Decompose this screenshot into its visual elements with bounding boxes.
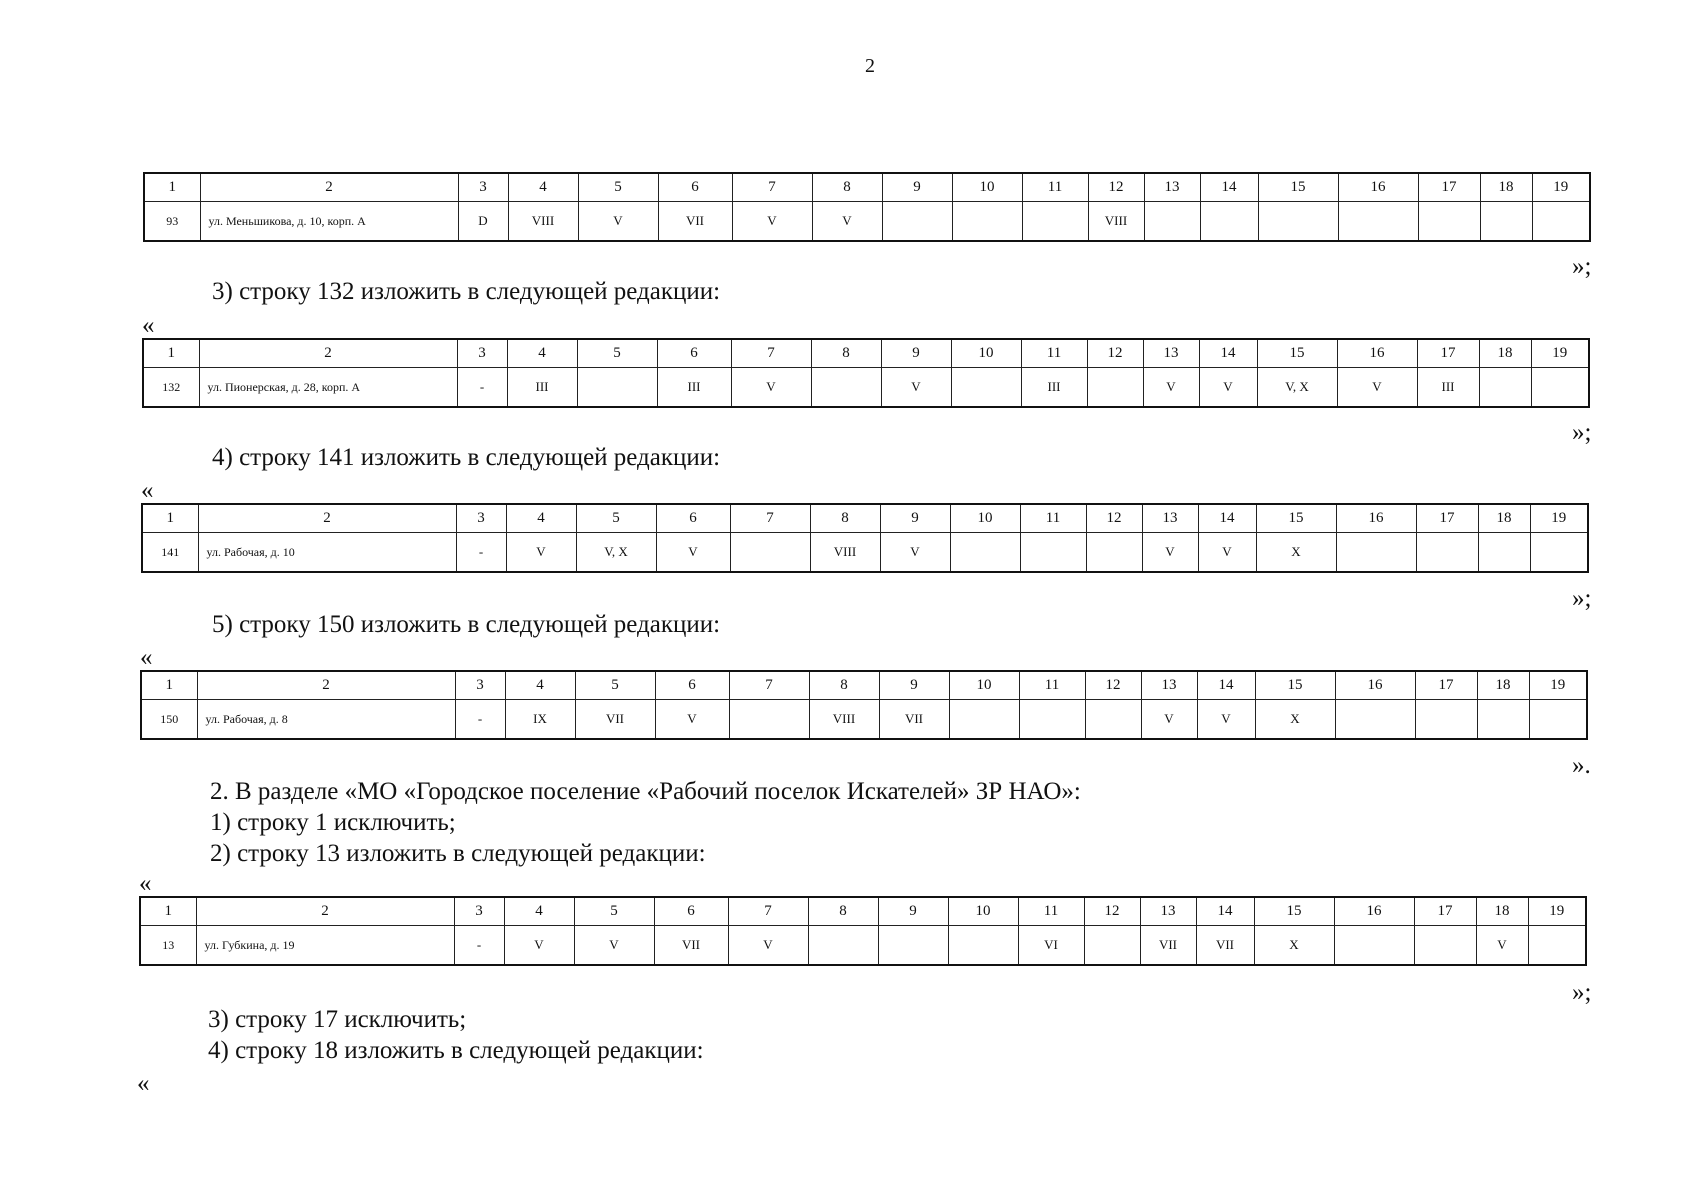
column-number: 17 xyxy=(1417,339,1479,368)
amendment-item: 5) строку 150 изложить в следующей редакции: xyxy=(212,611,721,638)
column-number: 6 xyxy=(657,339,731,368)
column-number: 18 xyxy=(1476,897,1528,926)
table-cell: ул. Пионерская, д. 28, корп. А xyxy=(199,368,457,408)
opening-quote: « xyxy=(142,312,155,339)
table-cell: III xyxy=(1021,368,1087,408)
table-cell: V xyxy=(655,700,729,740)
column-number: 13 xyxy=(1140,897,1196,926)
column-number: 4 xyxy=(505,671,575,700)
column-number: 9 xyxy=(881,339,951,368)
table-cell xyxy=(1531,368,1589,408)
column-number: 6 xyxy=(656,504,730,533)
column-number: 7 xyxy=(731,339,811,368)
table-cell xyxy=(952,202,1022,242)
table-cell: X xyxy=(1255,700,1335,740)
column-number: 15 xyxy=(1254,897,1334,926)
table-cell: III xyxy=(657,368,731,408)
table-cell: 132 xyxy=(143,368,199,408)
column-number: 2 xyxy=(197,671,455,700)
table-cell: III xyxy=(507,368,577,408)
amendment-item: 4) строку 141 изложить в следующей редакции: xyxy=(212,444,721,471)
amendment-item: 2) строку 13 изложить в следующей редакции: xyxy=(210,840,706,867)
column-number: 8 xyxy=(812,173,882,202)
table-cell: VIII xyxy=(508,202,578,242)
table-cell: V xyxy=(578,202,658,242)
column-number: 2 xyxy=(198,504,456,533)
table-cell xyxy=(1335,700,1415,740)
column-number: 15 xyxy=(1256,504,1336,533)
table-cell xyxy=(577,368,657,408)
column-number: 19 xyxy=(1532,173,1590,202)
table-cell: V xyxy=(1141,700,1197,740)
table-cell: V, X xyxy=(1257,368,1337,408)
column-number: 3 xyxy=(456,504,506,533)
table-cell: VII xyxy=(658,202,732,242)
column-number: 18 xyxy=(1479,339,1531,368)
table-cell: III xyxy=(1417,368,1479,408)
column-number: 17 xyxy=(1414,897,1476,926)
column-number: 14 xyxy=(1199,339,1257,368)
table-cell: V xyxy=(1199,368,1257,408)
table-cell xyxy=(1480,202,1532,242)
table-cell xyxy=(1022,202,1088,242)
table-cell xyxy=(1200,202,1258,242)
column-number: 10 xyxy=(952,173,1022,202)
column-number: 15 xyxy=(1258,173,1338,202)
header-row xyxy=(141,671,1587,700)
closing-quote: »; xyxy=(1572,979,1592,1006)
column-number: 14 xyxy=(1200,173,1258,202)
table-cell xyxy=(950,533,1020,573)
table-cell: V, X xyxy=(576,533,656,573)
table-cell xyxy=(1020,533,1086,573)
column-number: 6 xyxy=(655,671,729,700)
table-cell: ул. Рабочая, д. 10 xyxy=(198,533,456,573)
column-number: 13 xyxy=(1142,504,1198,533)
amendment-item: 4) строку 18 изложить в следующей редакции: xyxy=(208,1037,704,1064)
column-number: 10 xyxy=(948,897,1018,926)
column-number: 7 xyxy=(732,173,812,202)
table-cell xyxy=(1086,533,1142,573)
header-row xyxy=(143,339,1589,368)
header-row xyxy=(142,504,1588,533)
table-cell: V xyxy=(728,926,808,966)
column-number: 9 xyxy=(879,671,949,700)
table-cell: V xyxy=(812,202,882,242)
table-cell xyxy=(1338,202,1418,242)
column-number: 11 xyxy=(1022,173,1088,202)
table-cell: 13 xyxy=(140,926,196,966)
page-number: 2 xyxy=(865,55,875,77)
table-cell xyxy=(1087,368,1143,408)
column-number: 4 xyxy=(508,173,578,202)
header-row xyxy=(144,173,1590,202)
column-number: 18 xyxy=(1477,671,1529,700)
column-number: 17 xyxy=(1416,504,1478,533)
table-row xyxy=(142,533,1588,573)
table-cell: - xyxy=(454,926,504,966)
column-number: 7 xyxy=(729,671,809,700)
column-number: 3 xyxy=(458,173,508,202)
table-cell xyxy=(951,368,1021,408)
column-number: 3 xyxy=(457,339,507,368)
opening-quote: « xyxy=(140,644,153,671)
table-cell: V xyxy=(1142,533,1198,573)
table-cell: - xyxy=(457,368,507,408)
column-number: 16 xyxy=(1334,897,1414,926)
table-row xyxy=(143,368,1589,408)
amendment-table-row-132 xyxy=(142,338,1590,408)
column-number: 4 xyxy=(504,897,574,926)
table-cell xyxy=(1336,533,1416,573)
table-cell xyxy=(1477,700,1529,740)
table-cell: V xyxy=(1337,368,1417,408)
column-number: 14 xyxy=(1198,504,1256,533)
column-number: 14 xyxy=(1196,897,1254,926)
table-cell xyxy=(1478,533,1530,573)
column-number: 7 xyxy=(728,897,808,926)
column-number: 14 xyxy=(1197,671,1255,700)
amendment-item: 3) строку 132 изложить в следующей редакции: xyxy=(212,278,721,305)
column-number: 12 xyxy=(1084,897,1140,926)
opening-quote: « xyxy=(137,1070,150,1097)
column-number: 16 xyxy=(1337,339,1417,368)
column-number: 12 xyxy=(1085,671,1141,700)
column-number: 11 xyxy=(1018,897,1084,926)
table-cell: V xyxy=(506,533,576,573)
opening-quote: « xyxy=(141,477,154,504)
column-number: 8 xyxy=(809,671,879,700)
table-cell: ул. Меньшикова, д. 10, корп. А xyxy=(200,202,458,242)
column-number: 1 xyxy=(144,173,200,202)
column-number: 3 xyxy=(455,671,505,700)
column-number: 9 xyxy=(878,897,948,926)
closing-quote: »; xyxy=(1572,419,1592,446)
table-cell xyxy=(1529,700,1587,740)
table-cell xyxy=(1415,700,1477,740)
column-number: 11 xyxy=(1021,339,1087,368)
table-cell: - xyxy=(456,533,506,573)
column-number: 3 xyxy=(454,897,504,926)
table-cell xyxy=(729,700,809,740)
table-cell: VIII xyxy=(1088,202,1144,242)
column-number: 13 xyxy=(1144,173,1200,202)
column-number: 12 xyxy=(1088,173,1144,202)
closing-quote: ». xyxy=(1572,752,1591,779)
column-number: 12 xyxy=(1086,504,1142,533)
table-cell: V xyxy=(731,368,811,408)
column-number: 5 xyxy=(577,339,657,368)
table-cell: IX xyxy=(505,700,575,740)
table-cell: VII xyxy=(879,700,949,740)
column-number: 12 xyxy=(1087,339,1143,368)
column-number: 19 xyxy=(1530,504,1588,533)
table-cell xyxy=(1019,700,1085,740)
table-cell: V xyxy=(732,202,812,242)
column-number: 8 xyxy=(811,339,881,368)
amendment-table-row-93 xyxy=(143,172,1591,242)
column-number: 4 xyxy=(506,504,576,533)
table-cell xyxy=(1084,926,1140,966)
table-cell: V xyxy=(881,368,951,408)
column-number: 1 xyxy=(143,339,199,368)
table-cell xyxy=(1479,368,1531,408)
table-row xyxy=(144,202,1590,242)
table-cell: ул. Губкина, д. 19 xyxy=(196,926,454,966)
table-cell: V xyxy=(1198,533,1256,573)
column-number: 9 xyxy=(882,173,952,202)
column-number: 1 xyxy=(140,897,196,926)
closing-quote: »; xyxy=(1572,253,1592,280)
table-cell xyxy=(1085,700,1141,740)
table-cell: VII xyxy=(654,926,728,966)
column-number: 10 xyxy=(949,671,1019,700)
table-cell: V xyxy=(880,533,950,573)
table-cell: 141 xyxy=(142,533,198,573)
table-cell xyxy=(1532,202,1590,242)
column-number: 18 xyxy=(1480,173,1532,202)
column-number: 18 xyxy=(1478,504,1530,533)
amendment-item: 1) строку 1 исключить; xyxy=(210,809,456,836)
column-number: 17 xyxy=(1415,671,1477,700)
table-cell xyxy=(1258,202,1338,242)
table-cell xyxy=(730,533,810,573)
column-number: 5 xyxy=(576,504,656,533)
table-row xyxy=(140,926,1586,966)
table-cell: VI xyxy=(1018,926,1084,966)
column-number: 19 xyxy=(1531,339,1589,368)
section-heading: 2. В разделе «МО «Городское поселение «Рабочий поселок Искателей» ЗР НАО»: xyxy=(210,778,1081,805)
column-number: 13 xyxy=(1143,339,1199,368)
table-cell: VIII xyxy=(809,700,879,740)
table-cell: V xyxy=(656,533,730,573)
table-cell xyxy=(1416,533,1478,573)
column-number: 2 xyxy=(200,173,458,202)
table-cell: D xyxy=(458,202,508,242)
column-number: 2 xyxy=(196,897,454,926)
column-number: 11 xyxy=(1019,671,1085,700)
amendment-table-row-141 xyxy=(141,503,1589,573)
column-number: 8 xyxy=(808,897,878,926)
column-number: 10 xyxy=(950,504,1020,533)
table-cell: X xyxy=(1256,533,1336,573)
table-cell: VII xyxy=(1196,926,1254,966)
table-cell xyxy=(1414,926,1476,966)
table-cell: VII xyxy=(575,700,655,740)
table-cell: ул. Рабочая, д. 8 xyxy=(197,700,455,740)
table-cell xyxy=(1144,202,1200,242)
column-number: 4 xyxy=(507,339,577,368)
table-cell: - xyxy=(455,700,505,740)
table-cell: VII xyxy=(1140,926,1196,966)
amendment-table-row-150 xyxy=(140,670,1588,740)
amendment-item: 3) строку 17 исключить; xyxy=(208,1006,467,1033)
table-cell xyxy=(878,926,948,966)
column-number: 6 xyxy=(654,897,728,926)
table-cell: X xyxy=(1254,926,1334,966)
table-cell: 93 xyxy=(144,202,200,242)
column-number: 17 xyxy=(1418,173,1480,202)
table-cell xyxy=(1530,533,1588,573)
amendment-table-row-13 xyxy=(139,896,1587,966)
column-number: 16 xyxy=(1336,504,1416,533)
column-number: 5 xyxy=(578,173,658,202)
table-cell: V xyxy=(504,926,574,966)
column-number: 9 xyxy=(880,504,950,533)
column-number: 16 xyxy=(1338,173,1418,202)
column-number: 1 xyxy=(142,504,198,533)
table-cell xyxy=(811,368,881,408)
table-cell xyxy=(1418,202,1480,242)
table-cell: V xyxy=(574,926,654,966)
column-number: 19 xyxy=(1529,671,1587,700)
table-cell: VIII xyxy=(810,533,880,573)
column-number: 19 xyxy=(1528,897,1586,926)
column-number: 16 xyxy=(1335,671,1415,700)
column-number: 10 xyxy=(951,339,1021,368)
table-cell xyxy=(1334,926,1414,966)
column-number: 6 xyxy=(658,173,732,202)
column-number: 15 xyxy=(1257,339,1337,368)
column-number: 1 xyxy=(141,671,197,700)
column-number: 5 xyxy=(574,897,654,926)
table-cell xyxy=(882,202,952,242)
column-number: 2 xyxy=(199,339,457,368)
table-cell: V xyxy=(1143,368,1199,408)
table-cell xyxy=(1528,926,1586,966)
table-cell: 150 xyxy=(141,700,197,740)
header-row xyxy=(140,897,1586,926)
column-number: 11 xyxy=(1020,504,1086,533)
column-number: 5 xyxy=(575,671,655,700)
table-cell: V xyxy=(1197,700,1255,740)
table-cell xyxy=(808,926,878,966)
column-number: 15 xyxy=(1255,671,1335,700)
column-number: 13 xyxy=(1141,671,1197,700)
table-row xyxy=(141,700,1587,740)
table-cell: V xyxy=(1476,926,1528,966)
table-cell xyxy=(949,700,1019,740)
column-number: 7 xyxy=(730,504,810,533)
column-number: 8 xyxy=(810,504,880,533)
opening-quote: « xyxy=(139,870,152,897)
closing-quote: »; xyxy=(1572,585,1592,612)
table-cell xyxy=(948,926,1018,966)
